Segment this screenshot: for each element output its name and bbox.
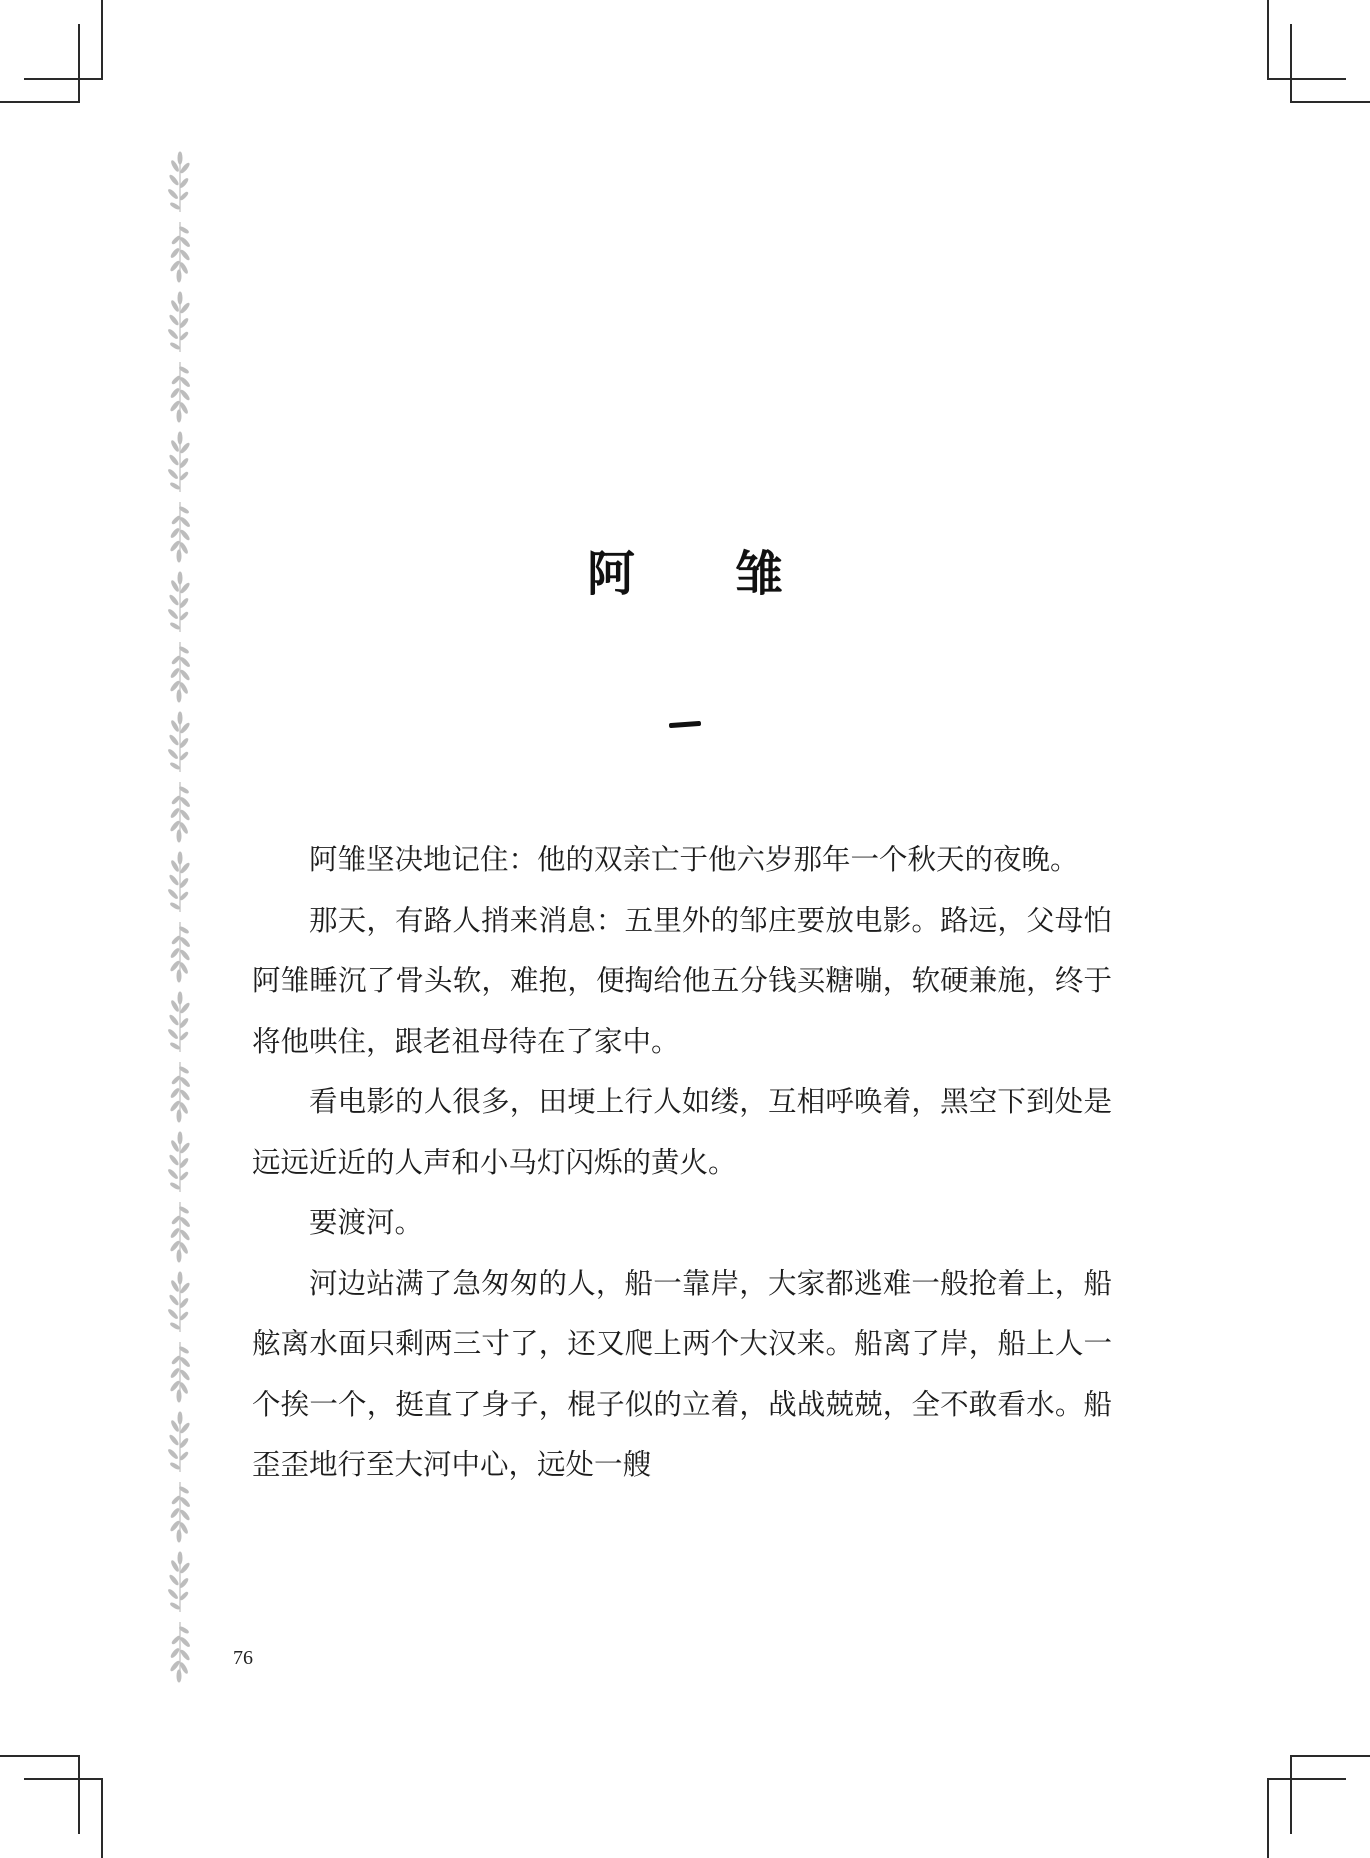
body-text bbox=[252, 830, 1112, 1496]
crop-mark-top-left-v1 bbox=[101, 0, 103, 79]
crop-mark-bottom-left-h2 bbox=[24, 1778, 103, 1780]
crop-mark-bottom-right-h2 bbox=[1267, 1778, 1346, 1780]
crop-mark-bottom-left-v2 bbox=[101, 1778, 103, 1858]
crop-mark-top-right-v1 bbox=[1267, 0, 1269, 79]
crop-mark-bottom-right-v1 bbox=[1290, 1755, 1292, 1834]
section-number bbox=[0, 712, 1370, 731]
crop-mark-bottom-right-h1 bbox=[1290, 1755, 1370, 1757]
crop-mark-bottom-right-v2 bbox=[1267, 1778, 1269, 1858]
paragraph: 看电影的人很多，田埂上行人如缕，互相呼唤着，黑空下到处是远远近近的人声和小马灯闪烁的黄火。 bbox=[252, 1085, 1112, 1179]
crop-mark-top-right-v2 bbox=[1290, 24, 1292, 103]
paragraph: 阿雏坚决地记住：他的双亲亡于他六岁那年一个秋天的夜晚。 bbox=[309, 843, 1079, 876]
chapter-title-char-1: 阿 bbox=[586, 546, 635, 602]
page-number: 76 bbox=[233, 1647, 253, 1669]
chapter-title-char-2: 雏 bbox=[735, 546, 784, 602]
paragraph: 河边站满了急匆匆的人，船一靠岸，大家都逃难一般抢着上，船舷离水面只剩两三寸了，还又爬上两个大汉来。船离了岸，船上人一个挨一个，挺直了身子，棍子似的立着，战战兢兢，全不敢看水。船歪歪地行至大河中心，远处一艘 bbox=[252, 1266, 1112, 1481]
paragraph: 要渡河。 bbox=[309, 1206, 424, 1239]
leaf-vine-icon bbox=[168, 150, 192, 1730]
crop-mark-top-right-h2 bbox=[1290, 101, 1370, 103]
paragraph: 那天，有路人捎来消息：五里外的邹庄要放电影。路远，父母怕阿雏睡沉了骨头软，难抱，便掏给他五分钱买糖嘣，软硬兼施，终于将他哄住，跟老祖母待在了家中。 bbox=[252, 903, 1112, 1058]
section-number-glyph bbox=[669, 721, 701, 728]
crop-mark-bottom-left-h1 bbox=[0, 1755, 80, 1757]
chapter-title bbox=[0, 535, 1370, 604]
crop-mark-top-left-v2 bbox=[78, 24, 80, 103]
crop-mark-top-right-h1 bbox=[1267, 78, 1346, 80]
crop-mark-top-left-h1 bbox=[24, 78, 103, 80]
crop-mark-top-left-h2 bbox=[0, 101, 80, 103]
crop-mark-bottom-left-v1 bbox=[78, 1755, 80, 1834]
